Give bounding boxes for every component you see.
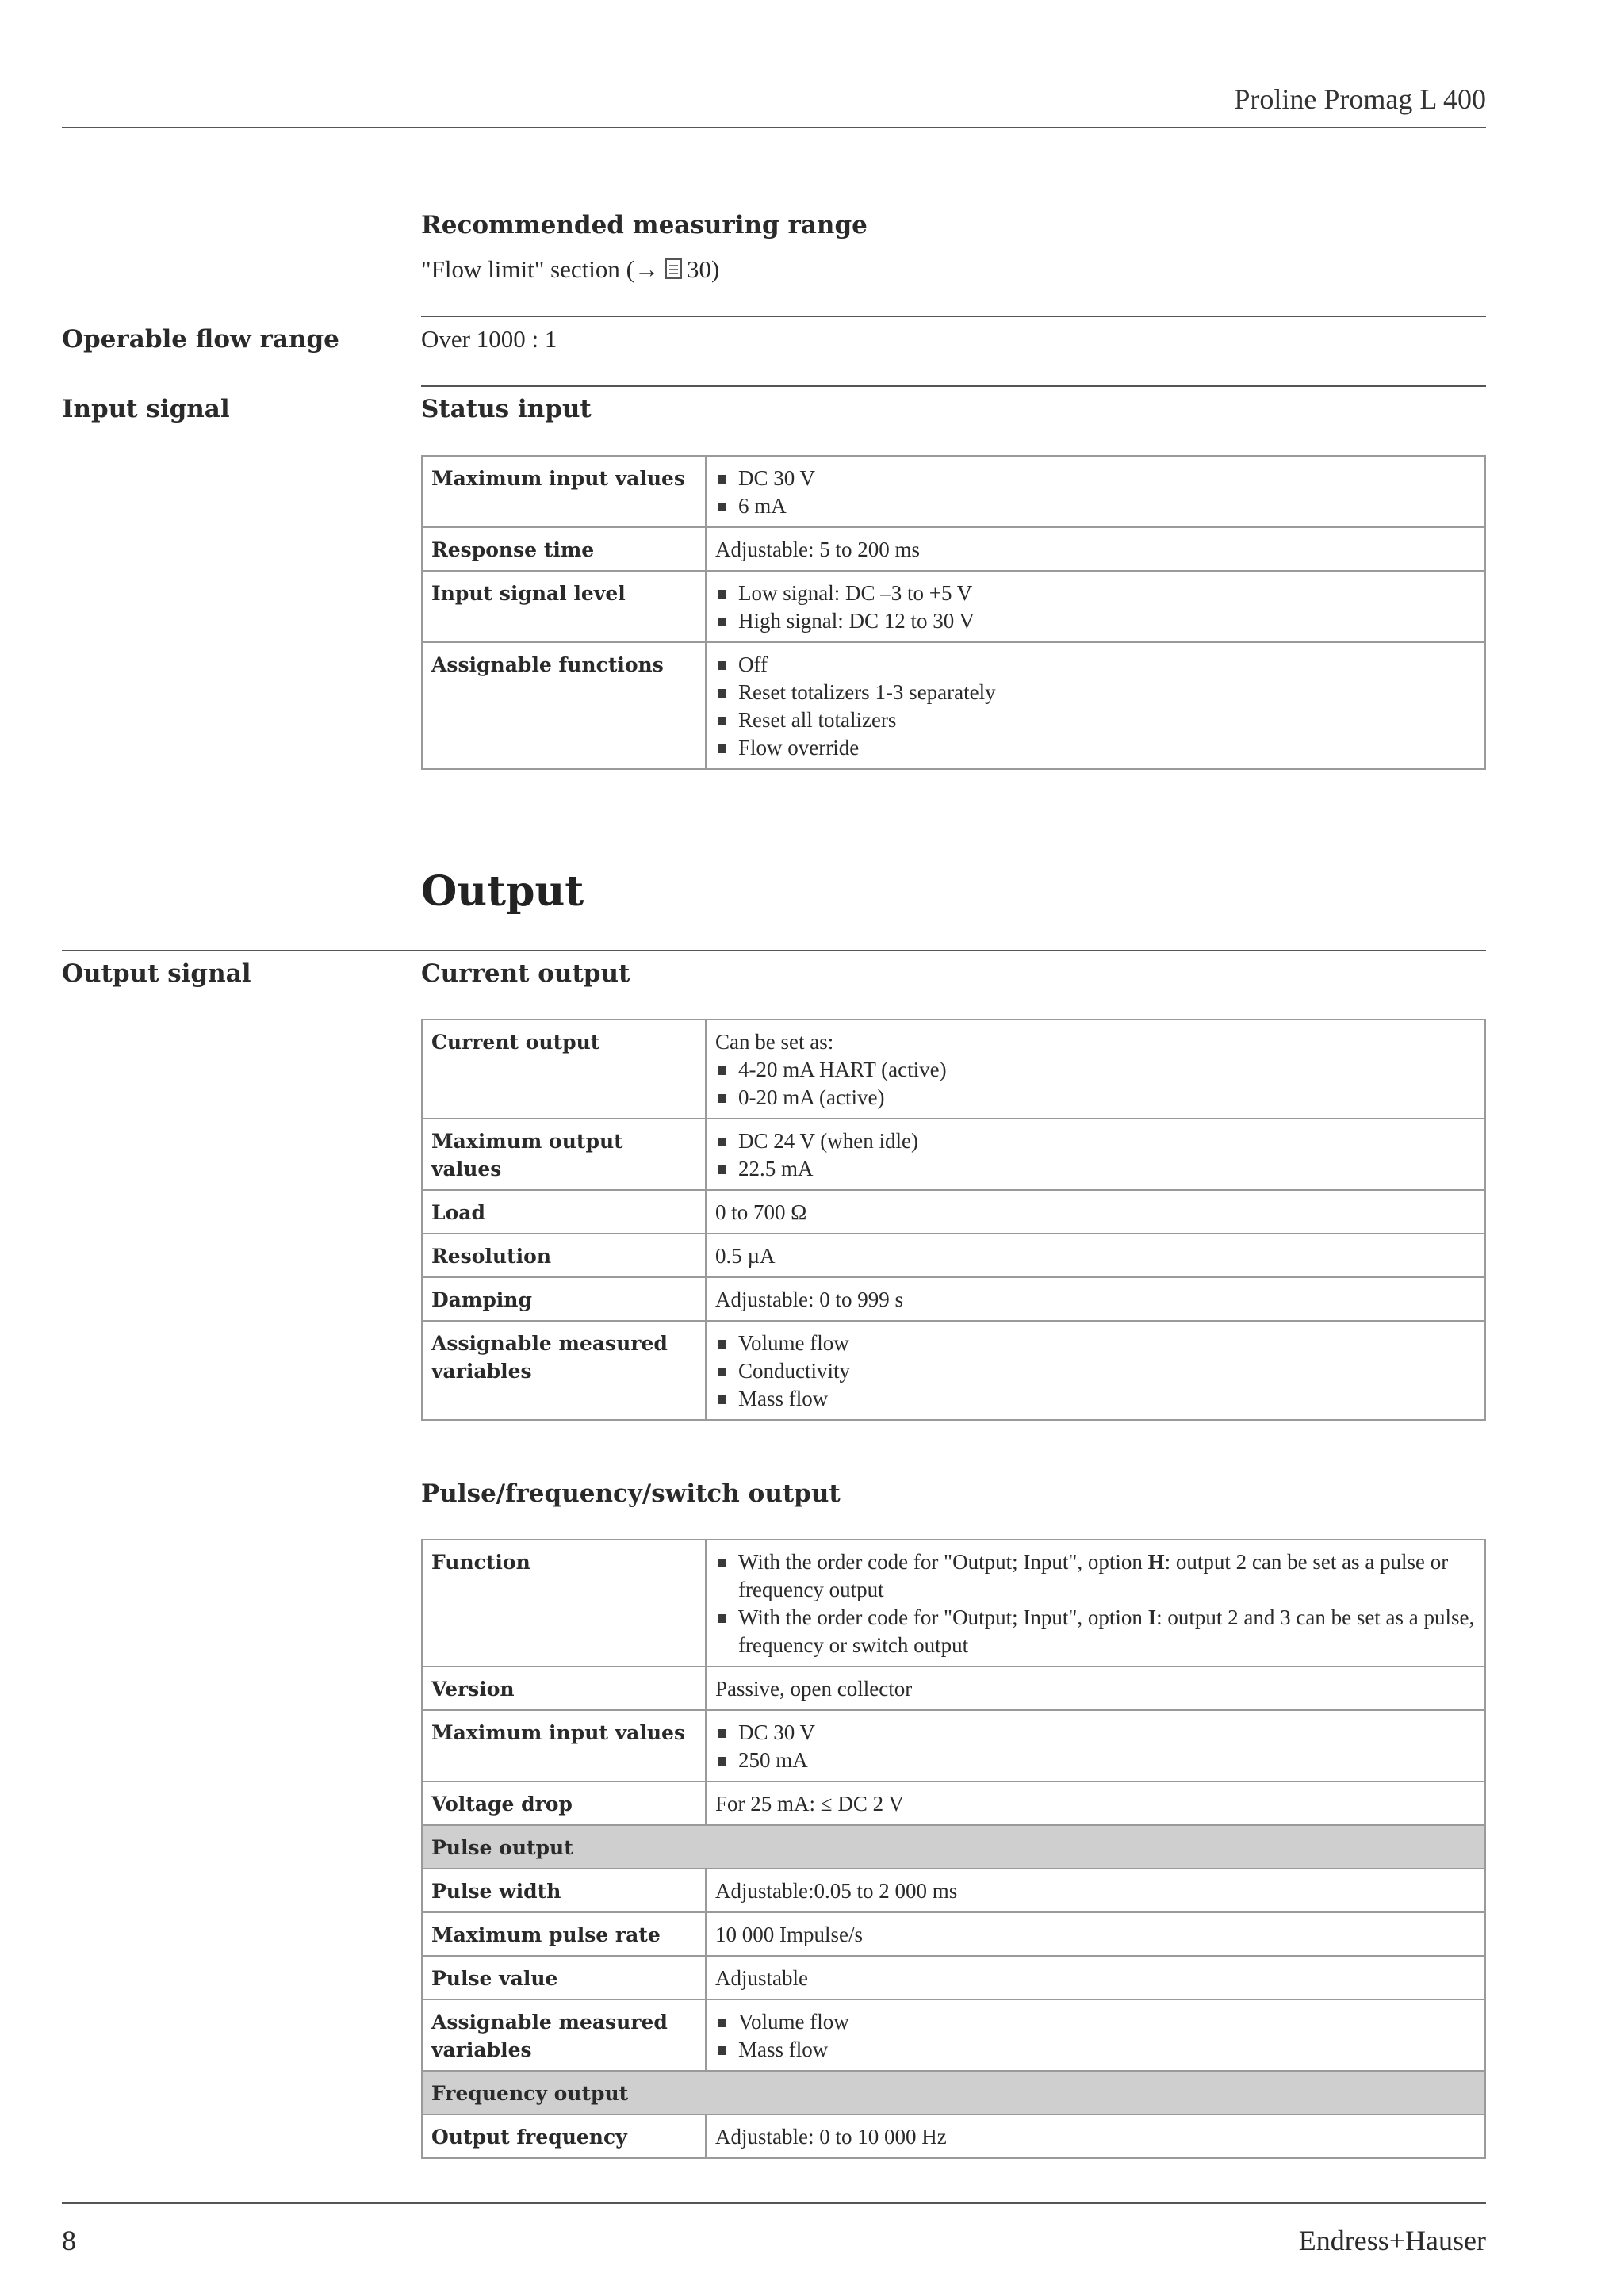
list-item: 6 mA bbox=[715, 492, 1476, 520]
frequency-output-header: Frequency output bbox=[422, 2071, 1485, 2114]
table-row bbox=[422, 1190, 1485, 1234]
list-item: Mass flow bbox=[715, 2036, 1476, 2064]
table-row bbox=[422, 1321, 1485, 1420]
list-item: DC 24 V (when idle) bbox=[715, 1127, 1476, 1155]
row-key: Pulse value bbox=[422, 1956, 706, 1999]
row-key: Assignable measured variables bbox=[422, 1321, 706, 1420]
row-key: Input signal level bbox=[422, 571, 706, 642]
row-value bbox=[706, 1999, 1485, 2071]
table-row bbox=[422, 1540, 1485, 1667]
table-row bbox=[422, 1869, 1485, 1912]
row-key: Assignable functions bbox=[422, 642, 706, 769]
text-segment: : output 2 can be set as a pulse or frequency output bbox=[738, 1550, 1449, 1601]
row-value bbox=[706, 1020, 1485, 1119]
current-output-table bbox=[421, 1019, 1486, 1421]
table-row bbox=[422, 1956, 1485, 1999]
row-key: Current output bbox=[422, 1020, 706, 1119]
pfs-output-heading: Pulse/frequency/switch output bbox=[421, 1479, 841, 1508]
row-key: Assignable measured variables bbox=[422, 1999, 706, 2071]
row-value: Adjustable bbox=[706, 1956, 1485, 1999]
document-header-title: Proline Promag L 400 bbox=[1234, 83, 1486, 115]
pfs-output-table bbox=[421, 1539, 1486, 2159]
row-key: Output frequency bbox=[422, 2114, 706, 2158]
list-item: Flow override bbox=[715, 734, 1476, 762]
option-code: I bbox=[1147, 1605, 1157, 1629]
row-key: Version bbox=[422, 1667, 706, 1710]
row-key: Maximum pulse rate bbox=[422, 1912, 706, 1956]
status-input-table bbox=[421, 455, 1486, 770]
row-key: Damping bbox=[422, 1277, 706, 1321]
table-row bbox=[422, 1277, 1485, 1321]
table-row bbox=[422, 1020, 1485, 1119]
option-code: H bbox=[1147, 1550, 1165, 1574]
row-key: Maximum output values bbox=[422, 1119, 706, 1190]
section-divider bbox=[421, 316, 1486, 317]
row-value: Adjustable: 5 to 200 ms bbox=[706, 527, 1485, 571]
row-value bbox=[706, 571, 1485, 642]
table-row bbox=[422, 1119, 1485, 1190]
operable-flow-range-value: Over 1000 : 1 bbox=[421, 325, 557, 353]
table-row bbox=[422, 1999, 1485, 2071]
section-divider bbox=[62, 950, 1486, 951]
status-input-heading: Status input bbox=[421, 395, 592, 423]
row-key: Voltage drop bbox=[422, 1781, 706, 1825]
current-output-heading: Current output bbox=[421, 959, 630, 988]
list-item: Volume flow bbox=[715, 1330, 1476, 1357]
list-item: Reset all totalizers bbox=[715, 706, 1476, 734]
header-rule bbox=[62, 127, 1486, 128]
output-section-title: Output bbox=[421, 867, 584, 916]
list-item: Off bbox=[715, 651, 1476, 679]
row-value bbox=[706, 642, 1485, 769]
list-item: DC 30 V bbox=[715, 465, 1476, 492]
flow-limit-reference bbox=[421, 255, 719, 284]
table-row bbox=[422, 1912, 1485, 1956]
row-value: 10 000 Impulse/s bbox=[706, 1912, 1485, 1956]
table-row bbox=[422, 642, 1485, 769]
row-key: Maximum input values bbox=[422, 456, 706, 527]
list-item: 250 mA bbox=[715, 1747, 1476, 1774]
row-value: For 25 mA: ≤ DC 2 V bbox=[706, 1781, 1485, 1825]
footer-brand: Endress+Hauser bbox=[1298, 2225, 1486, 2256]
list-item: Reset totalizers 1-3 separately bbox=[715, 679, 1476, 706]
row-value bbox=[706, 1540, 1485, 1667]
measuring-range-heading: Recommended measuring range bbox=[421, 211, 868, 239]
operable-flow-range-label: Operable flow range bbox=[62, 325, 339, 354]
row-value bbox=[706, 1321, 1485, 1420]
row-value: 0.5 µA bbox=[706, 1234, 1485, 1277]
table-row bbox=[422, 2114, 1485, 2158]
footer-rule bbox=[62, 2202, 1486, 2204]
table-row bbox=[422, 1710, 1485, 1781]
table-row bbox=[422, 1234, 1485, 1277]
reference-text: "Flow limit" section (→ bbox=[421, 255, 659, 283]
text-segment: With the order code for "Output; Input", option bbox=[738, 1605, 1148, 1629]
row-text: Can be set as: bbox=[715, 1030, 834, 1054]
row-key: Resolution bbox=[422, 1234, 706, 1277]
list-item: Mass flow bbox=[715, 1385, 1476, 1413]
list-item: High signal: DC 12 to 30 V bbox=[715, 607, 1476, 635]
row-key: Response time bbox=[422, 527, 706, 571]
table-row bbox=[422, 527, 1485, 571]
row-value: 0 to 700 Ω bbox=[706, 1190, 1485, 1234]
pulse-output-header: Pulse output bbox=[422, 1825, 1485, 1869]
table-group-header bbox=[422, 1825, 1485, 1869]
page-number: 8 bbox=[62, 2225, 76, 2256]
row-value: Adjustable:0.05 to 2 000 ms bbox=[706, 1869, 1485, 1912]
text-segment: With the order code for "Output; Input", option bbox=[738, 1550, 1148, 1574]
list-item: 0-20 mA (active) bbox=[715, 1084, 1476, 1112]
table-row bbox=[422, 1667, 1485, 1710]
text-segment: : output 2 and 3 can be set as a pulse, frequency or switch output bbox=[738, 1605, 1475, 1657]
table-row bbox=[422, 571, 1485, 642]
reference-page: 30) bbox=[687, 255, 720, 283]
list-item: Conductivity bbox=[715, 1357, 1476, 1385]
list-item: 22.5 mA bbox=[715, 1155, 1476, 1183]
table-row bbox=[422, 456, 1485, 527]
row-value: Adjustable: 0 to 999 s bbox=[706, 1277, 1485, 1321]
row-value bbox=[706, 1119, 1485, 1190]
row-key: Maximum input values bbox=[422, 1710, 706, 1781]
list-item: Volume flow bbox=[715, 2008, 1476, 2036]
list-item bbox=[715, 1548, 1476, 1604]
row-key: Pulse width bbox=[422, 1869, 706, 1912]
list-item: DC 30 V bbox=[715, 1719, 1476, 1747]
row-value bbox=[706, 1710, 1485, 1781]
row-key: Load bbox=[422, 1190, 706, 1234]
row-key: Function bbox=[422, 1540, 706, 1667]
list-item bbox=[715, 1604, 1476, 1659]
list-item: 4-20 mA HART (active) bbox=[715, 1056, 1476, 1084]
input-signal-label: Input signal bbox=[62, 395, 230, 423]
row-value bbox=[706, 456, 1485, 527]
output-signal-label: Output signal bbox=[62, 959, 251, 988]
list-item: Low signal: DC –3 to +5 V bbox=[715, 580, 1476, 607]
row-value: Passive, open collector bbox=[706, 1667, 1485, 1710]
page-reference-icon bbox=[665, 258, 682, 279]
table-row bbox=[422, 1781, 1485, 1825]
section-divider bbox=[421, 385, 1486, 387]
row-value: Adjustable: 0 to 10 000 Hz bbox=[706, 2114, 1485, 2158]
table-group-header bbox=[422, 2071, 1485, 2114]
